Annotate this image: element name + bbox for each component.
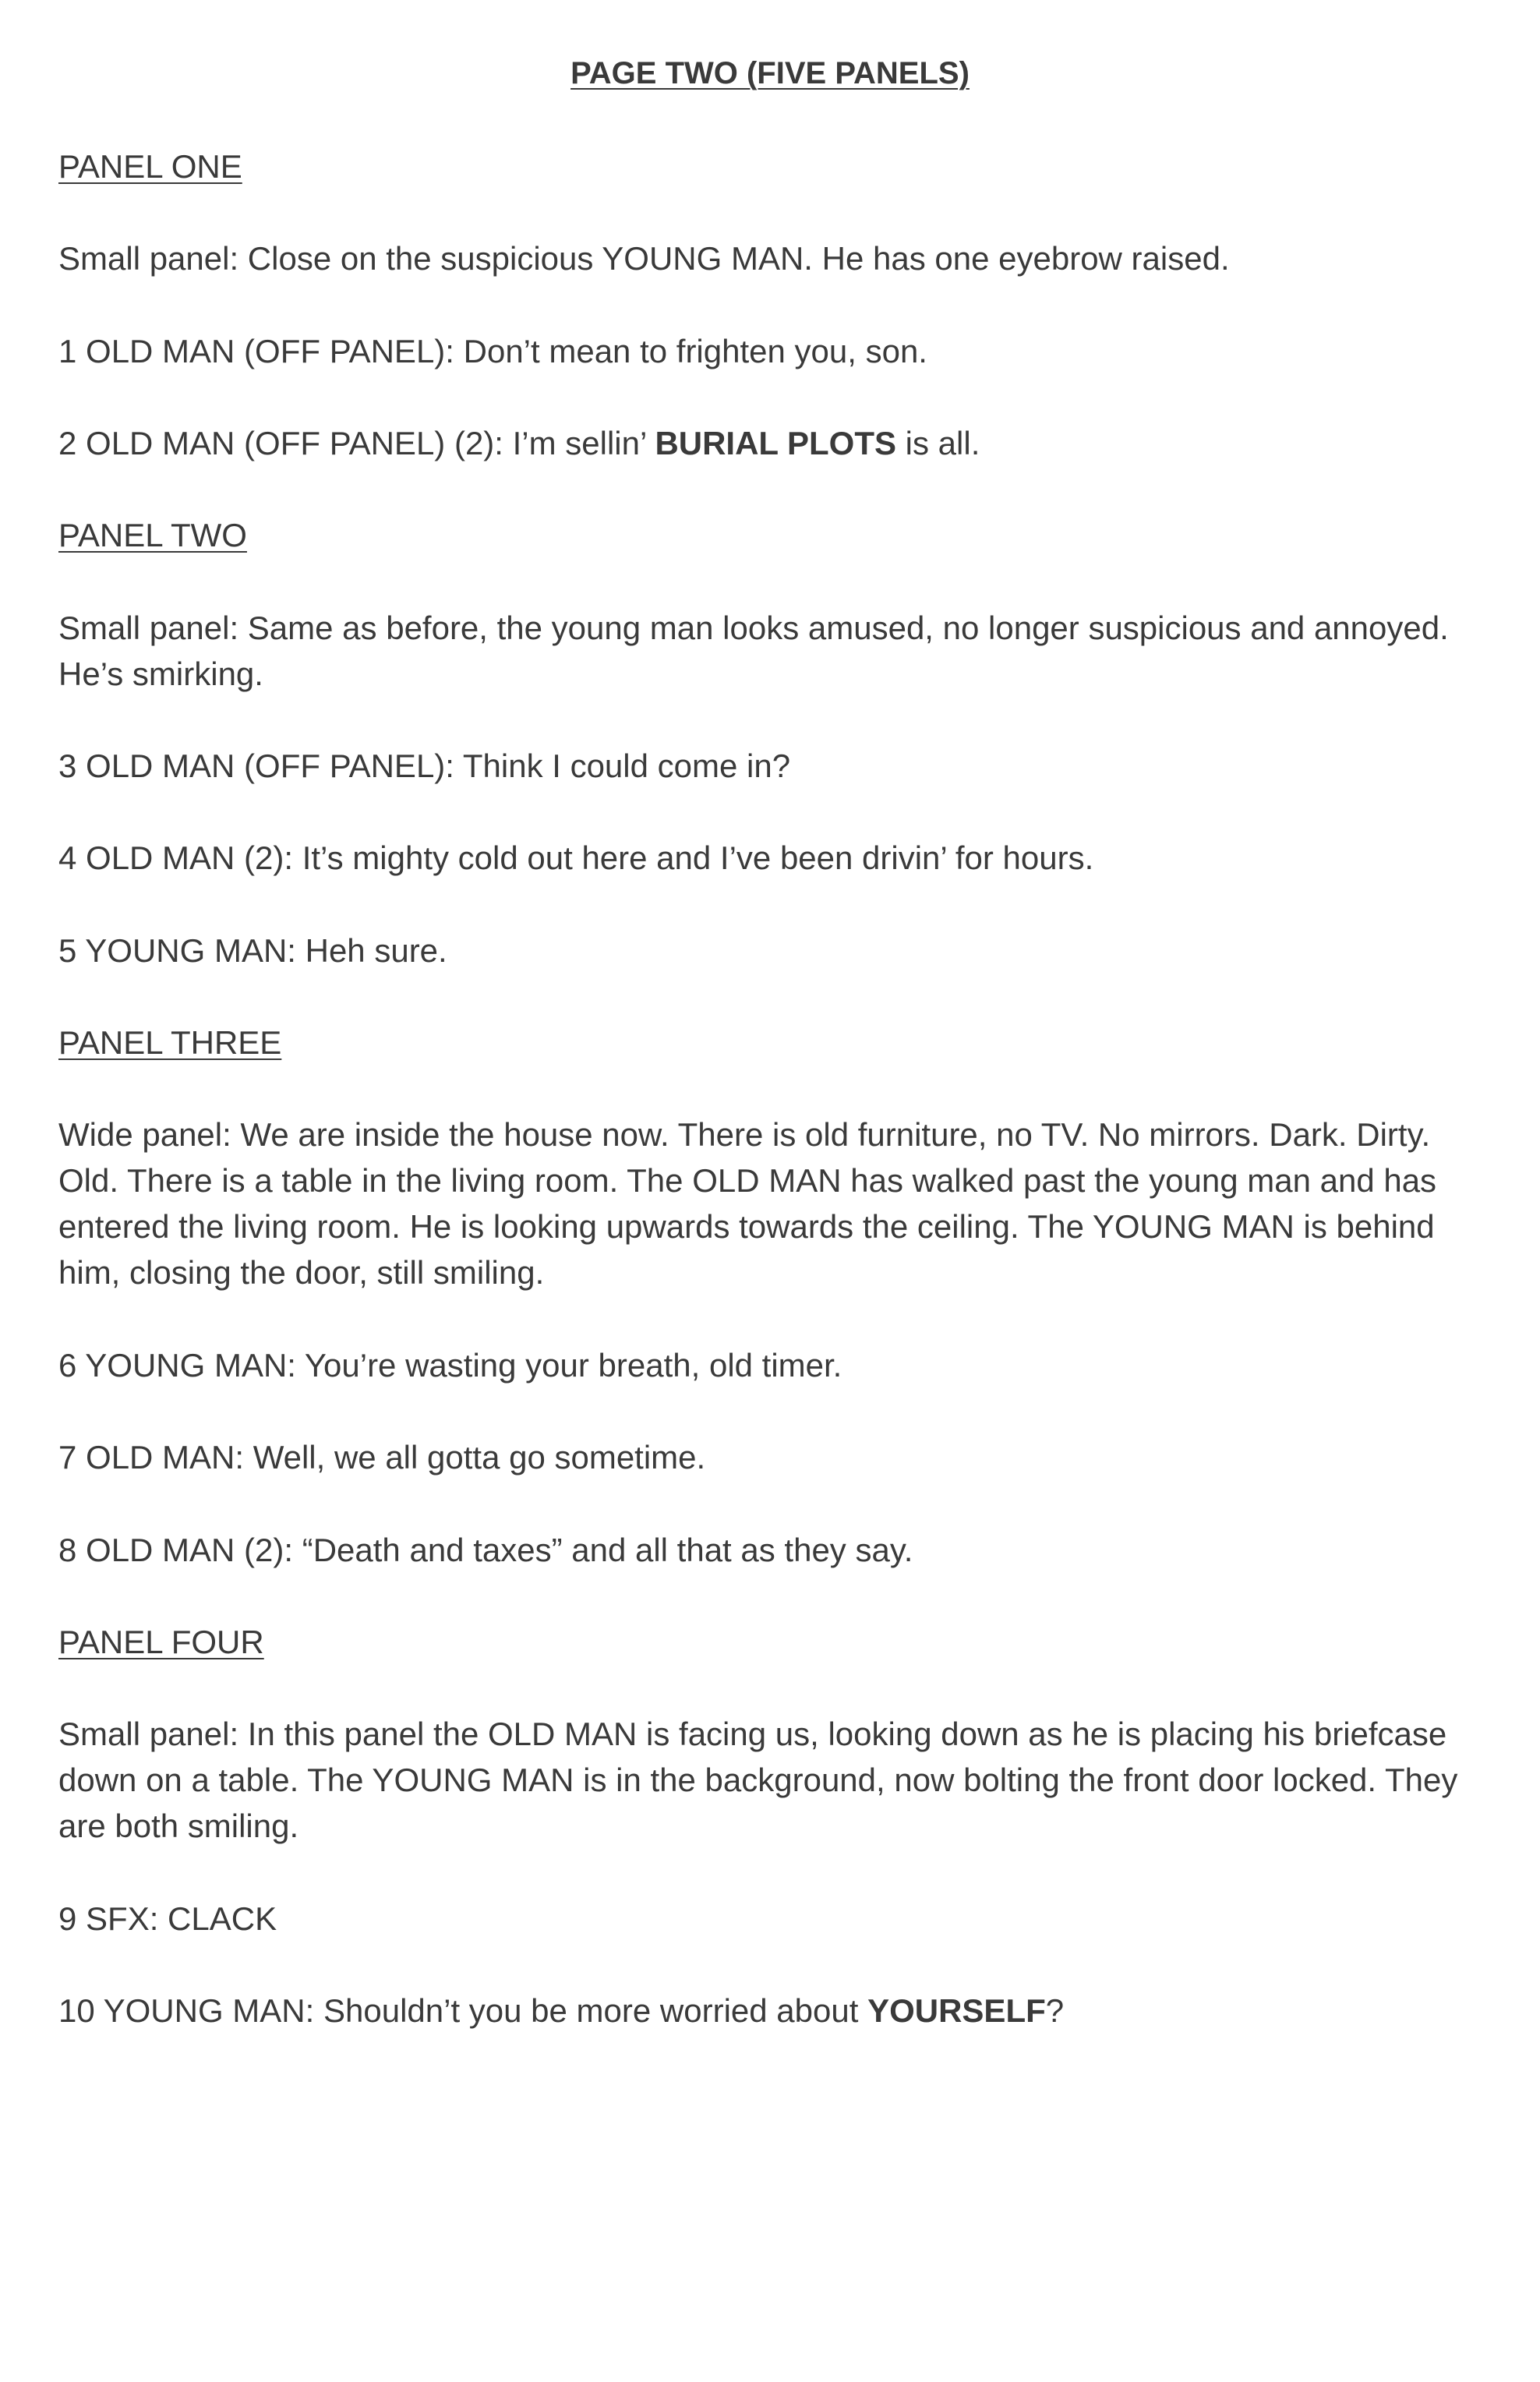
page-title: PAGE TWO (FIVE PANELS) <box>570 56 970 90</box>
panel-description-one: Small panel: Close on the suspicious YOUNG MAN. He has one eyebrow raised. <box>58 240 1230 277</box>
panel-description-three: Wide panel: We are inside the house now. There is old furniture, no TV. No mirrors. Dark. Dirty. Old. There is a table in the living room. The OLD MAN has walked past the young man and has entered the living room. He is looking upwards towards the ceiling. The YOUNG MAN is behind him, closing the door, still smiling. <box>58 1116 1437 1291</box>
panel-heading-three: PANEL THREE <box>58 1024 282 1061</box>
dialogue-line-2-emphasis: BURIAL PLOTS <box>655 425 897 461</box>
dialogue-line-10-emphasis: YOURSELF <box>867 1992 1046 2029</box>
panel-description-four: Small panel: In this panel the OLD MAN is facing us, looking down as he is placing his briefcase down on a table. The YOUNG MAN is in the background, now bolting the front door locked. They are both smiling. <box>58 1716 1458 1844</box>
dialogue-line-2-post: is all. <box>896 425 980 461</box>
dialogue-line-1: 1 OLD MAN (OFF PANEL): Don’t mean to frighten you, son. <box>58 333 927 369</box>
dialogue-line-7: 7 OLD MAN: Well, we all gotta go sometime. <box>58 1439 706 1475</box>
panel-heading-four: PANEL FOUR <box>58 1624 264 1660</box>
dialogue-line-2-pre: 2 OLD MAN (OFF PANEL) (2): I’m sellin’ <box>58 425 655 461</box>
dialogue-line-3: 3 OLD MAN (OFF PANEL): Think I could come in? <box>58 747 791 784</box>
dialogue-line-5: 5 YOUNG MAN: Heh sure. <box>58 932 447 969</box>
dialogue-line-2 <box>58 420 1485 467</box>
panel-heading-one: PANEL ONE <box>58 148 242 185</box>
panel-heading-two: PANEL TWO <box>58 517 247 553</box>
dialogue-line-10-post: ? <box>1045 1992 1065 2029</box>
dialogue-line-10 <box>58 1988 1485 2034</box>
dialogue-line-8: 8 OLD MAN (2): “Death and taxes” and all that as they say. <box>58 1532 913 1568</box>
dialogue-line-4: 4 OLD MAN (2): It’s mighty cold out here and I’ve been drivin’ for hours. <box>58 839 1094 876</box>
dialogue-line-9: 9 SFX: CLACK <box>58 1900 277 1937</box>
panel-description-two: Small panel: Same as before, the young man looks amused, no longer suspicious and annoyed. He’s smirking. <box>58 610 1449 692</box>
dialogue-line-10-pre: 10 YOUNG MAN: Shouldn’t you be more worried about <box>58 1992 868 2029</box>
dialogue-line-6: 6 YOUNG MAN: You’re wasting your breath, old timer. <box>58 1347 842 1384</box>
